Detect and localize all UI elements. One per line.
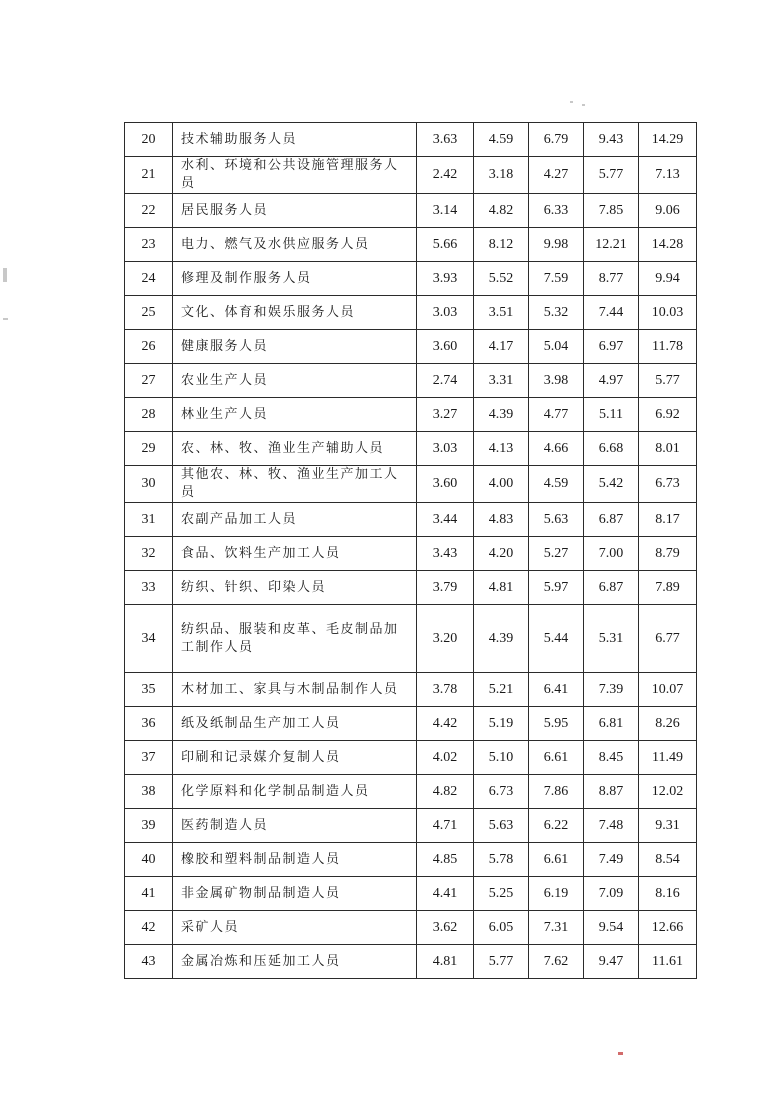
wage-value-cell: 5.04 (529, 330, 584, 364)
row-number-cell: 30 (125, 466, 173, 503)
wage-value-cell: 3.18 (474, 157, 529, 194)
occupation-name-cell: 水利、环境和公共设施管理服务人员 (173, 157, 417, 194)
occupation-name-cell: 橡胶和塑料制品制造人员 (173, 843, 417, 877)
wage-value-cell: 6.33 (529, 194, 584, 228)
table-row (125, 364, 697, 398)
wage-value-cell: 3.27 (417, 398, 474, 432)
table-row (125, 809, 697, 843)
occupation-name-cell: 林业生产人员 (173, 398, 417, 432)
wage-value-cell: 4.82 (417, 775, 474, 809)
table-row (125, 911, 697, 945)
wage-value-cell: 6.41 (529, 673, 584, 707)
occupation-name-cell: 非金属矿物制品制造人员 (173, 877, 417, 911)
occupation-name-cell: 电力、燃气及水供应服务人员 (173, 228, 417, 262)
occupation-name-cell: 食品、饮料生产加工人员 (173, 537, 417, 571)
row-number-cell: 37 (125, 741, 173, 775)
wage-value-cell: 7.39 (584, 673, 639, 707)
occupation-name-cell: 其他农、林、牧、渔业生产加工人员 (173, 466, 417, 503)
wage-value-cell: 4.85 (417, 843, 474, 877)
wage-value-cell: 6.73 (639, 466, 697, 503)
wage-value-cell: 11.49 (639, 741, 697, 775)
occupation-name-cell: 印刷和记录媒介复制人员 (173, 741, 417, 775)
wage-value-cell: 5.44 (529, 605, 584, 673)
wage-value-cell: 5.97 (529, 571, 584, 605)
wage-value-cell: 3.03 (417, 296, 474, 330)
wage-value-cell: 4.13 (474, 432, 529, 466)
wage-value-cell: 3.60 (417, 330, 474, 364)
wage-value-cell: 5.77 (639, 364, 697, 398)
wage-value-cell: 4.77 (529, 398, 584, 432)
wage-value-cell: 4.17 (474, 330, 529, 364)
occupation-name-cell: 纸及纸制品生产加工人员 (173, 707, 417, 741)
table-row (125, 537, 697, 571)
wage-value-cell: 5.21 (474, 673, 529, 707)
wage-value-cell: 5.77 (474, 945, 529, 979)
wage-value-cell: 5.31 (584, 605, 639, 673)
scan-speck (3, 318, 8, 320)
row-number-cell: 26 (125, 330, 173, 364)
wage-value-cell: 5.63 (529, 503, 584, 537)
wage-value-cell: 8.26 (639, 707, 697, 741)
occupation-wage-table (124, 122, 697, 979)
wage-value-cell: 6.87 (584, 571, 639, 605)
row-number-cell: 28 (125, 398, 173, 432)
wage-value-cell: 9.94 (639, 262, 697, 296)
table-row (125, 296, 697, 330)
occupation-name-cell: 纺织、针织、印染人员 (173, 571, 417, 605)
wage-value-cell: 6.92 (639, 398, 697, 432)
scan-speck (582, 104, 585, 106)
occupation-name-cell: 金属冶炼和压延加工人员 (173, 945, 417, 979)
wage-value-cell: 14.29 (639, 123, 697, 157)
wage-value-cell: 6.61 (529, 843, 584, 877)
wage-value-cell: 3.98 (529, 364, 584, 398)
row-number-cell: 23 (125, 228, 173, 262)
wage-value-cell: 9.47 (584, 945, 639, 979)
table-row (125, 262, 697, 296)
row-number-cell: 33 (125, 571, 173, 605)
wage-value-cell: 3.51 (474, 296, 529, 330)
wage-value-cell: 4.59 (529, 466, 584, 503)
wage-value-cell: 8.79 (639, 537, 697, 571)
wage-value-cell: 11.61 (639, 945, 697, 979)
wage-value-cell: 6.81 (584, 707, 639, 741)
wage-value-cell: 7.89 (639, 571, 697, 605)
wage-value-cell: 6.77 (639, 605, 697, 673)
table-row (125, 877, 697, 911)
wage-value-cell: 5.11 (584, 398, 639, 432)
row-number-cell: 36 (125, 707, 173, 741)
wage-value-cell: 4.81 (474, 571, 529, 605)
row-number-cell: 22 (125, 194, 173, 228)
wage-value-cell: 3.44 (417, 503, 474, 537)
row-number-cell: 41 (125, 877, 173, 911)
wage-value-cell: 8.77 (584, 262, 639, 296)
wage-value-cell: 9.54 (584, 911, 639, 945)
occupation-name-cell: 采矿人员 (173, 911, 417, 945)
scan-speck (3, 268, 7, 282)
wage-value-cell: 12.66 (639, 911, 697, 945)
wage-value-cell: 5.25 (474, 877, 529, 911)
row-number-cell: 25 (125, 296, 173, 330)
wage-value-cell: 7.86 (529, 775, 584, 809)
wage-value-cell: 8.45 (584, 741, 639, 775)
wage-value-cell: 6.61 (529, 741, 584, 775)
wage-value-cell: 7.00 (584, 537, 639, 571)
wage-value-cell: 3.31 (474, 364, 529, 398)
row-number-cell: 31 (125, 503, 173, 537)
row-number-cell: 43 (125, 945, 173, 979)
wage-value-cell: 5.27 (529, 537, 584, 571)
wage-value-cell: 4.97 (584, 364, 639, 398)
wage-value-cell: 9.43 (584, 123, 639, 157)
wage-value-cell: 14.28 (639, 228, 697, 262)
wage-value-cell: 10.07 (639, 673, 697, 707)
wage-value-cell: 7.59 (529, 262, 584, 296)
wage-value-cell: 3.78 (417, 673, 474, 707)
wage-value-cell: 8.17 (639, 503, 697, 537)
wage-value-cell: 6.73 (474, 775, 529, 809)
wage-value-cell: 4.83 (474, 503, 529, 537)
table-row (125, 605, 697, 673)
row-number-cell: 42 (125, 911, 173, 945)
row-number-cell: 40 (125, 843, 173, 877)
wage-value-cell: 6.79 (529, 123, 584, 157)
wage-value-cell: 6.87 (584, 503, 639, 537)
wage-value-cell: 3.93 (417, 262, 474, 296)
wage-value-cell: 4.59 (474, 123, 529, 157)
wage-value-cell: 3.79 (417, 571, 474, 605)
row-number-cell: 35 (125, 673, 173, 707)
wage-value-cell: 4.41 (417, 877, 474, 911)
occupation-name-cell: 文化、体育和娱乐服务人员 (173, 296, 417, 330)
wage-value-cell: 5.78 (474, 843, 529, 877)
row-number-cell: 32 (125, 537, 173, 571)
table-row (125, 157, 697, 194)
wage-value-cell: 7.49 (584, 843, 639, 877)
wage-value-cell: 8.87 (584, 775, 639, 809)
row-number-cell: 21 (125, 157, 173, 194)
wage-value-cell: 9.06 (639, 194, 697, 228)
wage-value-cell: 5.10 (474, 741, 529, 775)
wage-value-cell: 4.20 (474, 537, 529, 571)
table-row (125, 843, 697, 877)
row-number-cell: 34 (125, 605, 173, 673)
wage-value-cell: 7.85 (584, 194, 639, 228)
wage-value-cell: 5.77 (584, 157, 639, 194)
wage-value-cell: 5.32 (529, 296, 584, 330)
table-row (125, 466, 697, 503)
wage-value-cell: 4.39 (474, 605, 529, 673)
row-number-cell: 27 (125, 364, 173, 398)
wage-value-cell: 7.62 (529, 945, 584, 979)
table-row (125, 945, 697, 979)
occupation-name-cell: 化学原料和化学制品制造人员 (173, 775, 417, 809)
row-number-cell: 29 (125, 432, 173, 466)
table-row (125, 228, 697, 262)
wage-value-cell: 3.60 (417, 466, 474, 503)
wage-value-cell: 4.00 (474, 466, 529, 503)
wage-value-cell: 6.22 (529, 809, 584, 843)
table-row (125, 741, 697, 775)
wage-value-cell: 5.63 (474, 809, 529, 843)
wage-value-cell: 12.02 (639, 775, 697, 809)
row-number-cell: 38 (125, 775, 173, 809)
wage-value-cell: 5.66 (417, 228, 474, 262)
wage-value-cell: 3.03 (417, 432, 474, 466)
occupation-name-cell: 农、林、牧、渔业生产辅助人员 (173, 432, 417, 466)
wage-value-cell: 4.02 (417, 741, 474, 775)
occupation-name-cell: 医药制造人员 (173, 809, 417, 843)
occupation-name-cell: 健康服务人员 (173, 330, 417, 364)
table-row (125, 571, 697, 605)
table-row (125, 398, 697, 432)
wage-value-cell: 10.03 (639, 296, 697, 330)
wage-value-cell: 8.12 (474, 228, 529, 262)
occupation-name-cell: 农副产品加工人员 (173, 503, 417, 537)
table-row (125, 123, 697, 157)
table-row (125, 775, 697, 809)
table-row (125, 707, 697, 741)
table-row (125, 330, 697, 364)
occupation-name-cell: 技术辅助服务人员 (173, 123, 417, 157)
occupation-name-cell: 农业生产人员 (173, 364, 417, 398)
wage-value-cell: 8.54 (639, 843, 697, 877)
table-row (125, 673, 697, 707)
table-row (125, 432, 697, 466)
wage-value-cell: 2.42 (417, 157, 474, 194)
wage-value-cell: 8.01 (639, 432, 697, 466)
wage-value-cell: 5.95 (529, 707, 584, 741)
wage-value-cell: 3.43 (417, 537, 474, 571)
row-number-cell: 24 (125, 262, 173, 296)
wage-value-cell: 4.39 (474, 398, 529, 432)
wage-value-cell: 7.13 (639, 157, 697, 194)
wage-value-cell: 5.52 (474, 262, 529, 296)
row-number-cell: 20 (125, 123, 173, 157)
wage-value-cell: 6.19 (529, 877, 584, 911)
table-body (125, 123, 697, 979)
wage-value-cell: 3.63 (417, 123, 474, 157)
wage-value-cell: 9.31 (639, 809, 697, 843)
scan-speck (570, 101, 573, 103)
wage-value-cell: 9.98 (529, 228, 584, 262)
occupation-name-cell: 居民服务人员 (173, 194, 417, 228)
wage-value-cell: 7.09 (584, 877, 639, 911)
wage-value-cell: 11.78 (639, 330, 697, 364)
wage-value-cell: 6.05 (474, 911, 529, 945)
wage-value-cell: 3.20 (417, 605, 474, 673)
wage-value-cell: 4.71 (417, 809, 474, 843)
row-number-cell: 39 (125, 809, 173, 843)
wage-value-cell: 4.66 (529, 432, 584, 466)
wage-value-cell: 4.42 (417, 707, 474, 741)
wage-value-cell: 5.19 (474, 707, 529, 741)
occupation-name-cell: 纺织品、服装和皮革、毛皮制品加工制作人员 (173, 605, 417, 673)
wage-value-cell: 7.31 (529, 911, 584, 945)
wage-value-cell: 5.42 (584, 466, 639, 503)
wage-value-cell: 8.16 (639, 877, 697, 911)
wage-value-cell: 4.81 (417, 945, 474, 979)
wage-value-cell: 4.82 (474, 194, 529, 228)
wage-value-cell: 6.97 (584, 330, 639, 364)
wage-value-cell: 12.21 (584, 228, 639, 262)
wage-value-cell: 3.14 (417, 194, 474, 228)
wage-value-cell: 7.48 (584, 809, 639, 843)
wage-value-cell: 4.27 (529, 157, 584, 194)
wage-value-cell: 6.68 (584, 432, 639, 466)
occupation-name-cell: 木材加工、家具与木制品制作人员 (173, 673, 417, 707)
wage-value-cell: 7.44 (584, 296, 639, 330)
wage-value-cell: 3.62 (417, 911, 474, 945)
scan-speck (618, 1052, 623, 1055)
wage-value-cell: 2.74 (417, 364, 474, 398)
table-row (125, 503, 697, 537)
table-row (125, 194, 697, 228)
occupation-name-cell: 修理及制作服务人员 (173, 262, 417, 296)
